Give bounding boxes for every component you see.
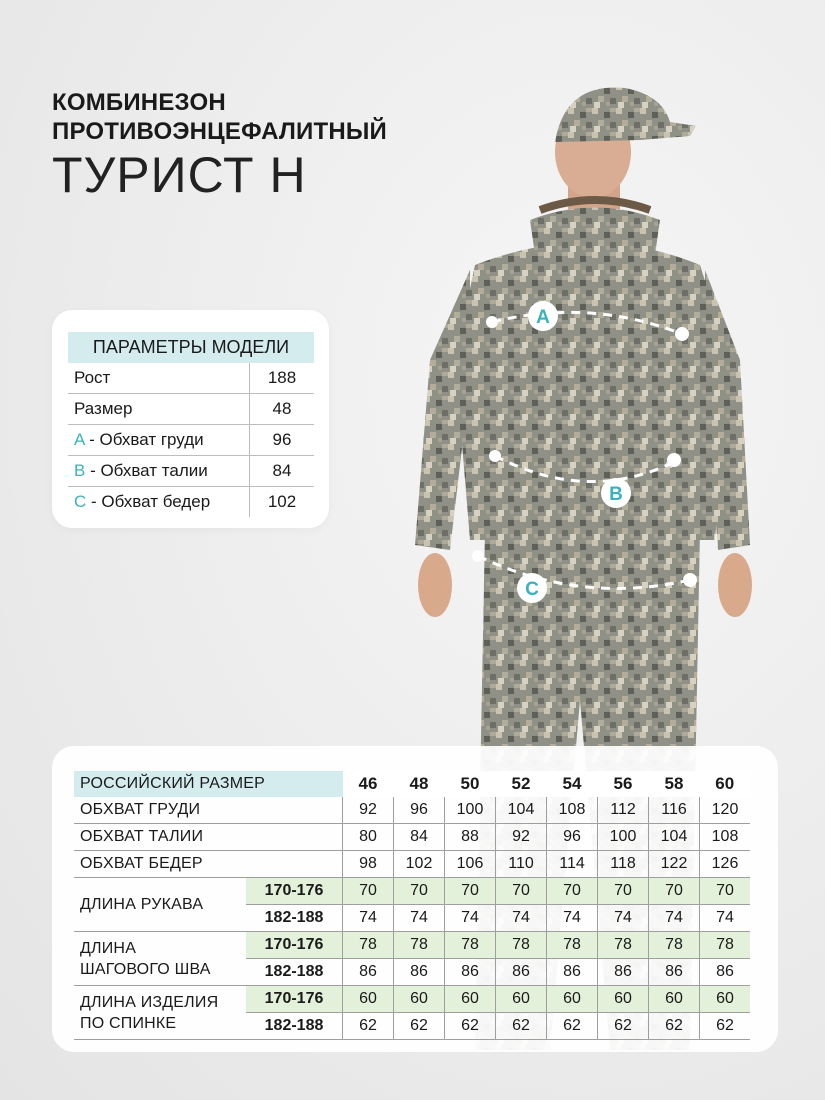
size-band-row (74, 986, 750, 1013)
param-label: C - Обхват бедер (74, 492, 211, 511)
param-label: Размер (68, 394, 250, 425)
size-row-label: ОБХВАТ ТАЛИИ (74, 824, 343, 851)
model-params-table (68, 332, 314, 517)
size-cell: 60 (598, 986, 649, 1013)
size-cell: 78 (445, 932, 496, 959)
svg-text:B: B (609, 484, 623, 505)
param-value: 84 (250, 456, 315, 487)
size-cell: 70 (649, 878, 700, 905)
size-chart-card (52, 746, 778, 1052)
size-cell: 120 (700, 797, 751, 824)
product-name: ТУРИСТ Н (52, 147, 307, 203)
size-cell: 74 (445, 905, 496, 932)
size-cell: 62 (343, 1013, 394, 1040)
size-cell: 78 (649, 932, 700, 959)
size-cell: 60 (496, 986, 547, 1013)
size-cell: 86 (700, 959, 751, 986)
param-label: Рост (68, 363, 250, 394)
size-header-cell: 58 (649, 771, 700, 797)
size-cell: 86 (343, 959, 394, 986)
size-cell: 96 (394, 797, 445, 824)
marker-c (517, 573, 547, 603)
param-label: B - Обхват талии (68, 456, 250, 487)
size-header-cell: 50 (445, 771, 496, 797)
size-cell: 62 (649, 1013, 700, 1040)
size-cell: 84 (394, 824, 445, 851)
size-cell: 62 (598, 1013, 649, 1040)
size-cell: 96 (547, 824, 598, 851)
size-cell: 86 (547, 959, 598, 986)
size-cell: 70 (700, 878, 751, 905)
size-header-row (74, 771, 750, 797)
param-value: 102 (250, 487, 315, 518)
size-band-row (74, 932, 750, 959)
size-cell: 60 (547, 986, 598, 1013)
size-cell: 60 (394, 986, 445, 1013)
size-cell: 78 (700, 932, 751, 959)
size-cell: 100 (598, 824, 649, 851)
height-range: 170-176 (246, 878, 343, 905)
size-header-cell: 56 (598, 771, 649, 797)
size-cell: 86 (598, 959, 649, 986)
height-range: 182-188 (246, 905, 343, 932)
size-cell: 102 (394, 851, 445, 878)
param-value: 188 (250, 363, 315, 394)
marker-b (601, 478, 631, 508)
size-cell: 74 (343, 905, 394, 932)
param-value: 96 (250, 425, 315, 456)
size-cell: 74 (394, 905, 445, 932)
size-chart-table (74, 771, 750, 1040)
size-cell: 74 (496, 905, 547, 932)
height-range: 170-176 (246, 932, 343, 959)
param-letter: C (74, 492, 87, 511)
size-cell: 78 (598, 932, 649, 959)
size-cell: 60 (343, 986, 394, 1013)
size-cell: 70 (547, 878, 598, 905)
size-row (74, 797, 750, 824)
size-cell: 98 (343, 851, 394, 878)
size-cell: 78 (496, 932, 547, 959)
size-header-cell: 48 (394, 771, 445, 797)
size-cell: 108 (547, 797, 598, 824)
size-cell: 108 (700, 824, 751, 851)
size-row (74, 851, 750, 878)
size-cell: 70 (445, 878, 496, 905)
size-row-label: ОБХВАТ БЕДЕР (74, 851, 343, 878)
size-cell: 112 (598, 797, 649, 824)
size-cell: 86 (394, 959, 445, 986)
size-cell: 106 (445, 851, 496, 878)
svg-text:A: A (536, 307, 550, 328)
size-cell: 70 (598, 878, 649, 905)
param-letter: A (74, 430, 85, 449)
size-cell: 60 (445, 986, 496, 1013)
size-cell: 116 (649, 797, 700, 824)
height-range: 170-176 (246, 986, 343, 1013)
size-cell: 62 (547, 1013, 598, 1040)
param-row (68, 456, 314, 487)
product-type (52, 88, 387, 146)
param-letter: B (74, 461, 86, 480)
size-cell: 74 (547, 905, 598, 932)
param-row (68, 394, 314, 425)
size-cell: 70 (343, 878, 394, 905)
size-cell: 92 (343, 797, 394, 824)
size-cell: 104 (649, 824, 700, 851)
size-cell: 78 (343, 932, 394, 959)
param-row (68, 363, 314, 394)
height-range: 182-188 (246, 1013, 343, 1040)
size-cell: 62 (700, 1013, 751, 1040)
size-cell: 110 (496, 851, 547, 878)
size-cell: 86 (496, 959, 547, 986)
size-cell: 78 (547, 932, 598, 959)
size-header-label: РОССИЙСКИЙ РАЗМЕР (74, 771, 343, 797)
size-cell: 114 (547, 851, 598, 878)
size-group-label: ДЛИНА РУКАВА (74, 878, 246, 932)
size-cell: 70 (496, 878, 547, 905)
product-type-line1: КОМБИНЕЗОН (52, 89, 226, 116)
model-params-header: ПАРАМЕТРЫ МОДЕЛИ (68, 332, 314, 363)
size-cell: 62 (445, 1013, 496, 1040)
size-row-label: ОБХВАТ ГРУДИ (74, 797, 343, 824)
param-row (68, 425, 314, 456)
size-cell: 62 (394, 1013, 445, 1040)
size-cell: 60 (700, 986, 751, 1013)
param-label: A - Обхват груди (68, 425, 250, 456)
size-header-cell: 54 (547, 771, 598, 797)
size-cell: 126 (700, 851, 751, 878)
size-cell: 86 (649, 959, 700, 986)
size-header-cell: 46 (343, 771, 394, 797)
size-cell: 86 (445, 959, 496, 986)
model-params-card (52, 310, 329, 528)
size-group-label: ДЛИНА ШАГОВОГО ШВА (74, 932, 246, 986)
size-cell: 104 (496, 797, 547, 824)
param-value: 48 (250, 394, 315, 425)
size-cell: 118 (598, 851, 649, 878)
size-cell: 60 (649, 986, 700, 1013)
size-cell: 100 (445, 797, 496, 824)
size-group-label: ДЛИНА ИЗДЕЛИЯ ПО СПИНКЕ (74, 986, 246, 1040)
size-band-row (74, 878, 750, 905)
svg-text:C: C (525, 579, 539, 600)
size-cell: 88 (445, 824, 496, 851)
size-header-cell: 60 (700, 771, 751, 797)
size-cell: 74 (649, 905, 700, 932)
size-header-cell: 52 (496, 771, 547, 797)
param-row (68, 487, 314, 518)
size-cell: 74 (598, 905, 649, 932)
size-row (74, 824, 750, 851)
size-cell: 78 (394, 932, 445, 959)
size-cell: 80 (343, 824, 394, 851)
height-range: 182-188 (246, 959, 343, 986)
size-cell: 122 (649, 851, 700, 878)
size-cell: 74 (700, 905, 751, 932)
product-type-line2: ПРОТИВОЭНЦЕФАЛИТНЫЙ (52, 118, 388, 145)
marker-a (528, 301, 558, 331)
size-cell: 62 (496, 1013, 547, 1040)
size-cell: 92 (496, 824, 547, 851)
size-cell: 70 (394, 878, 445, 905)
